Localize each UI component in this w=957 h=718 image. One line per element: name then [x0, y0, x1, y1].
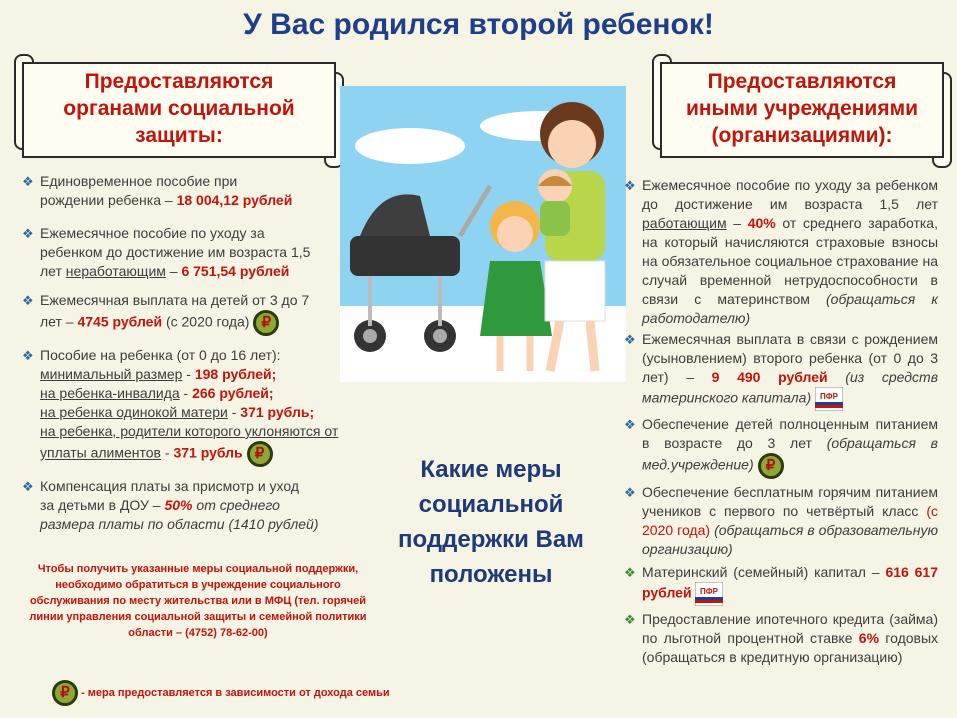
income-legend	[52, 680, 390, 706]
benefit-kindergarten: ❖ Компенсация платы за присмотр и уход за детьми в ДОУ – 50% от среднего размера платы по области (1410 рублей)	[22, 478, 319, 532]
right-header-scroll	[660, 62, 944, 158]
ruble-icon: ₽	[52, 680, 78, 706]
benefit-3-to-7: ❖ Ежемесячная выплата на детей от 3 до 7 лет – 4745 рублей (с 2020 года) ₽	[22, 291, 344, 336]
left-header-line-2: органами социальной	[63, 97, 295, 120]
benefit-nutrition: ❖ Обеспечение детей полноценным питанием в возрасте до 3 лет (обращаться в мед.учреждение) ₽	[624, 415, 938, 479]
diamond-bullet-icon: ❖	[22, 226, 34, 241]
benefit-monthly-care: ❖ Ежемесячное пособие по уходу за ребенком до достижение им возраста 1,5 лет неработающим – 6 751,54 рублей	[22, 225, 311, 279]
pfr-logo-icon	[815, 387, 843, 411]
benefit-child-allowance: ❖ Пособие на ребенка (от 0 до 16 лет): минимальный размер - 198 рублей; на ребенка-инвалида - 266 рублей; на ребенка одинокой матери - 371 рубль; на ребенка, родители которого уклоняются от уплаты алиментов - 371 рубль ₽	[22, 346, 344, 467]
benefit-mortgage: ❖ Предоставление ипотечного кредита (займа) по льготной процентной ставке 6% годовых (обращаться в кредитную организацию)	[624, 611, 939, 665]
ruble-icon: ₽	[253, 310, 279, 336]
svg-text:ПФР: ПФР	[820, 392, 838, 401]
left-header-scroll	[22, 62, 336, 158]
pfr-logo-icon	[695, 582, 723, 606]
right-header-line-2: иными учреждениями	[685, 97, 919, 120]
legend-text: - мера предоставляется в зависимости от дохода семьи	[81, 686, 390, 699]
benefit-value: 18 004,12 рублей	[176, 192, 293, 208]
right-header-line-1: Предоставляются	[707, 70, 897, 93]
page-title: У Вас родился второй ребенок!	[243, 8, 714, 41]
diamond-bullet-icon: ❖	[624, 485, 636, 500]
diamond-bullet-icon: ❖	[624, 612, 636, 627]
diamond-bullet-icon: ❖	[624, 565, 636, 580]
diamond-bullet-icon: ❖	[624, 332, 636, 347]
diamond-bullet-icon: ❖	[22, 479, 34, 494]
benefit-lump-sum: ❖ Единовременное пособие при рождении ребенка – 18 004,12 рублей	[22, 173, 293, 208]
diamond-bullet-icon: ❖	[22, 293, 34, 308]
svg-text:ПФР: ПФР	[700, 587, 719, 596]
center-question: Какие меры социальной поддержки Вам положены	[398, 456, 584, 588]
benefit-maternity-capital: ❖ Материнский (семейный) капитал – 616 617 рублей ПФР	[624, 563, 938, 606]
benefit-second-child: ❖ Ежемесячная выплата в связи с рождением (усыновлением) второго ребенка (от 0 до 3 лет) – 9 490 рублей (из средств материнского капитала) ПФР	[624, 330, 938, 411]
right-header-line-3: (организациями):	[711, 124, 893, 147]
diamond-bullet-icon: ❖	[22, 174, 34, 189]
left-benefits-list	[22, 172, 344, 544]
family-illustration	[340, 86, 626, 382]
benefit-school-meals: ❖ Обеспечение бесплатным горячим питанием учеников с первого по четвёртый класс (с 2020 года) (обращаться в образовательную организацию)	[624, 484, 938, 557]
left-header-line-3: защиты:	[135, 124, 223, 147]
diamond-bullet-icon: ❖	[624, 178, 636, 193]
contact-note: Чтобы получить указанные меры социальной поддержки, необходимо обратиться в учреждение социального обслуживания по месту жительства или в МФЦ (тел. горячей линии управления социальной защиты и семейной политики области – (4752) 78-62-00)	[29, 563, 367, 639]
benefit-working-care: ❖ Ежемесячное пособие по уходу за ребенком до достижение им возраста 1,5 лет работающим – 40% от среднего заработка, на который начисляются страховые взносы на обязательное социальное страхование на случай временной нетрудоспособности в связи с материнством (обращаться к работодателю)	[624, 177, 938, 326]
benefit-value: 4745 рублей	[77, 313, 163, 330]
right-benefits-list	[624, 176, 938, 677]
ruble-icon: ₽	[247, 441, 273, 467]
ruble-icon: ₽	[758, 453, 784, 479]
diamond-bullet-icon: ❖	[624, 417, 636, 432]
left-header-line-1: Предоставляются	[84, 70, 274, 93]
diamond-bullet-icon: ❖	[22, 348, 34, 363]
benefit-value: 6 751,54 рублей	[181, 263, 290, 279]
